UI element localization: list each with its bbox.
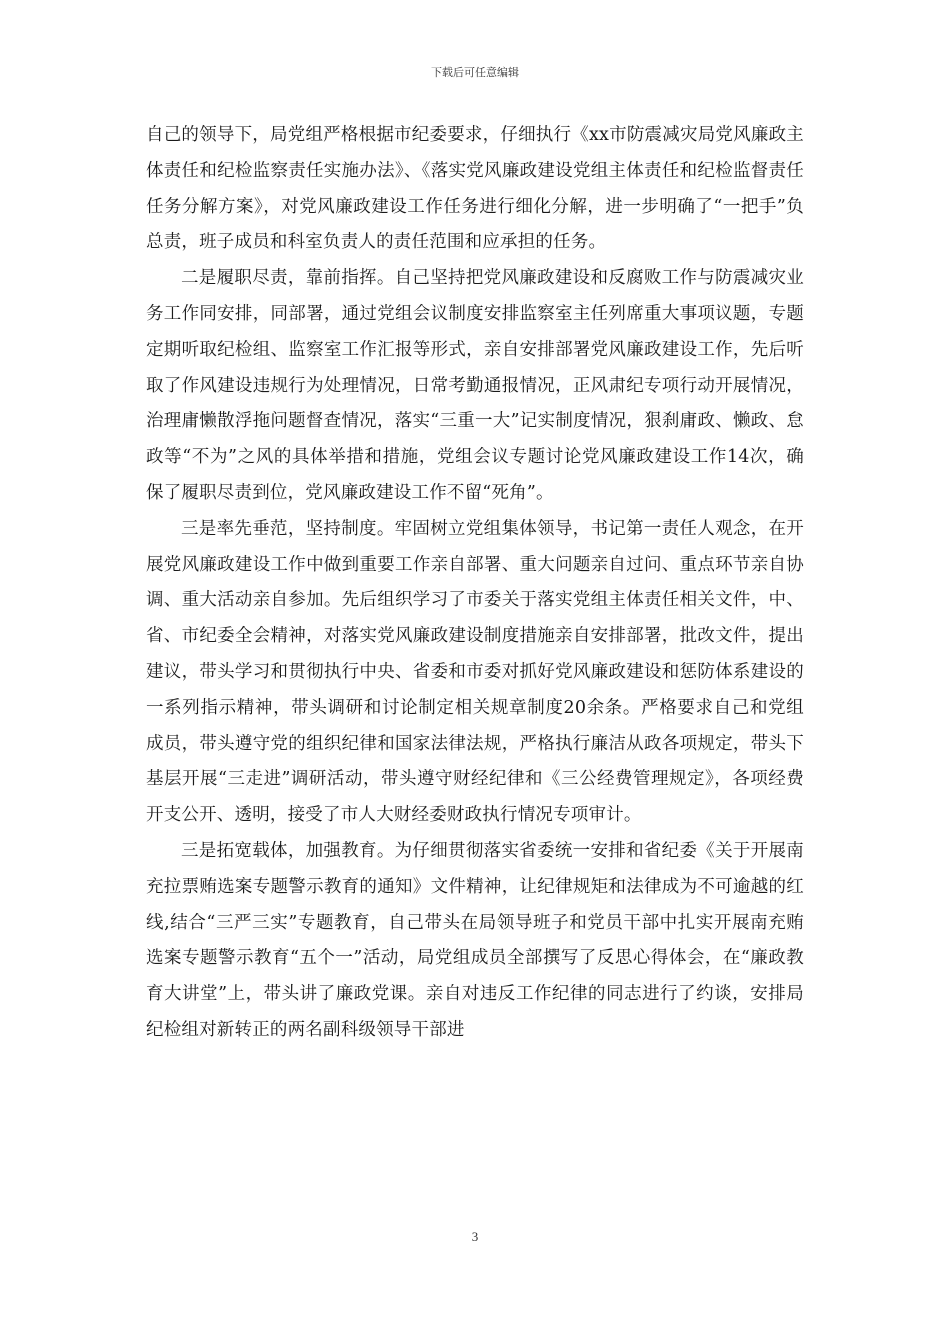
- page-header: 下载后可任意编辑: [431, 66, 519, 79]
- paragraph-example: 三是率先垂范，坚持制度。牢固树立党组集体领导，书记第一责任人观念，在开展党风廉政建设工作中做到重要工作亲自部署、重大问题亲自过问、重点环节亲自协调、重大活动亲自参加。先后组织学习了市委关于落实党组主体责任相关文件，中、省、市纪委全会精神，对落实党风廉政建设制度措施亲自安排部署，批改文件，提出建议，带头学习和贯彻执行中央、省委和市委对抓好党风廉政建设和惩防体系建设的一系列指示精神，带头调研和讨论制定相关规章制度20余条。严格要求自己和党组成员，带头遵守党的组织纪律和国家法律法规，严格执行廉洁从政各项规定，带头下基层开展“三走进”调研活动，带头遵守财经纪律和《三公经费管理规定》，各项经费开支公开、透明，接受了市人大财经委财政执行情况专项审计。: [146, 518, 804, 826]
- page-number: 3: [471, 1229, 479, 1244]
- paragraph-continuation: 自己的领导下，局党组严格根据市纪委要求，仔细执行《xx市防震减灾局党风廉政主体责任和纪检监察责任实施办法》、《落实党风廉政建设党组主体责任和纪检监督责任任务分解方案》，对党风廉政建设工作任务进行细化分解，进一步明确了“一把手”负总责，班子成员和科室负责人的责任范围和应承担的任务。: [146, 125, 804, 253]
- paragraph-duty: 二是履职尽责，靠前指挥。自己坚持把党风廉政建设和反腐败工作与防震减灾业务工作同安排，同部署，通过党组会议制度安排监察室主任列席重大事项议题，专题定期听取纪检组、监察室工作汇报等形式，亲自安排部署党风廉政建设工作，先后听取了作风建设违规行为处理情况，日常考勤通报情况，正风肃纪专项行动开展情况，治理庸懒散浮拖问题督查情况，落实“三重一大”记实制度情况，狠刹庸政、懒政、怠政等“不为”之风的具体举措和措施，党组会议专题讨论党风廉政建设工作14次，确保了履职尽责到位，党风廉政建设工作不留“死角”。: [146, 268, 804, 503]
- document-body: [146, 118, 804, 1049]
- paragraph-education: 三是拓宽载体，加强教育。为仔细贯彻落实省委统一安排和省纪委《关于开展南充拉票贿选案专题警示教育的通知》文件精神，让纪律规矩和法律成为不可逾越的红线,结合“三严三实”专题教育，自己带头在局领导班子和党员干部中扎实开展南充贿选案专题警示教育“五个一”活动，局党组成员全部撰写了反思心得体会，在“廉政教育大讲堂”上，带头讲了廉政党课。亲自对违反工作纪律的同志进行了约谈，安排局纪检组对新转正的两名副科级领导干部进: [146, 840, 804, 1040]
